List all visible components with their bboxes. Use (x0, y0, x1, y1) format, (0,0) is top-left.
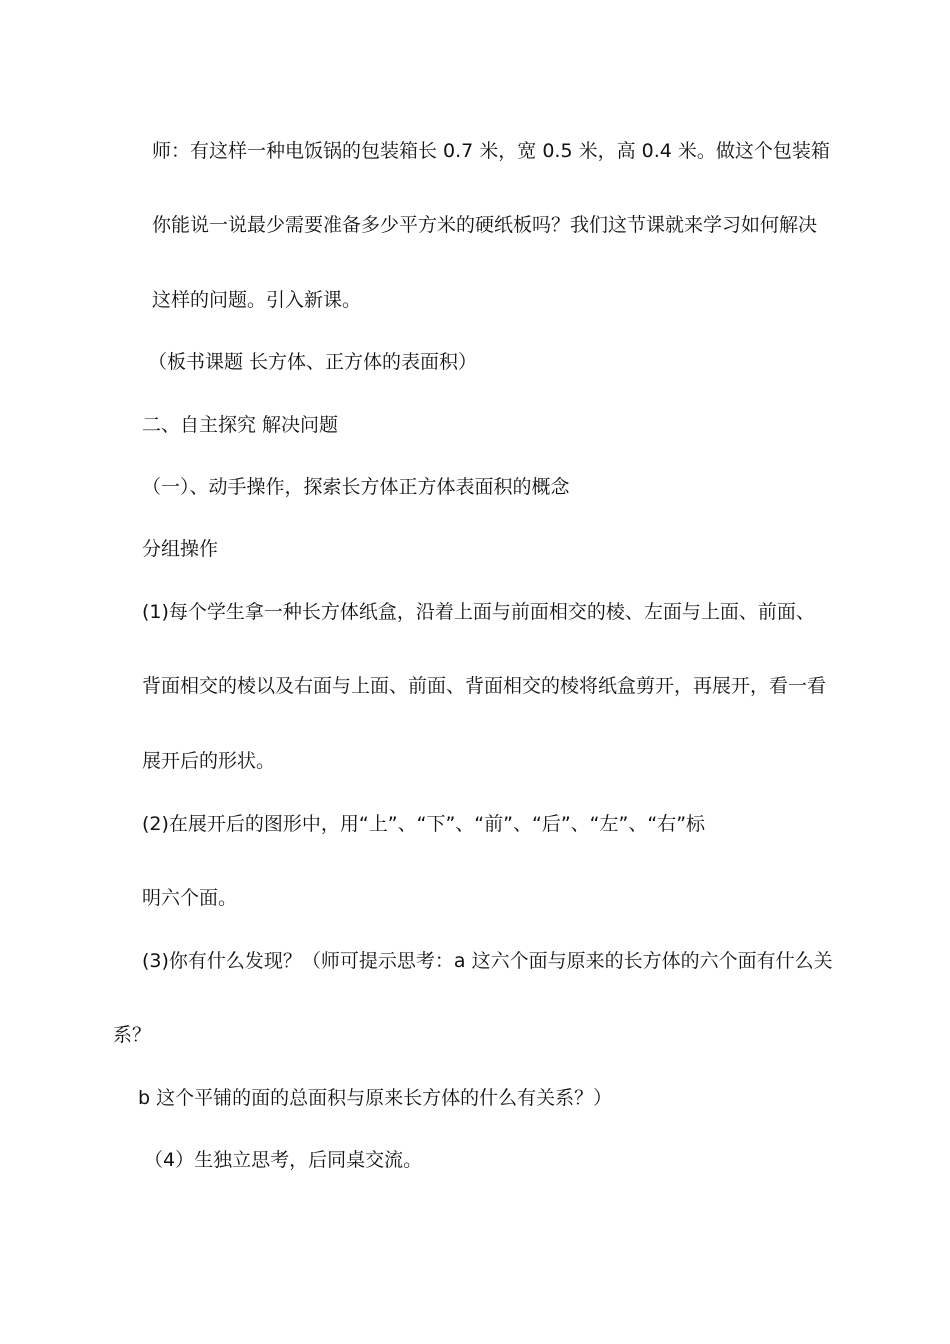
step-3-line-3: b 这个平铺的面的总面积与原来长方体的什么有关系？） (138, 1087, 613, 1109)
paragraph-line-2: 你能说一说最少需要准备多少平方米的硬纸板吗？我们这节课就来学习如何解决 (152, 214, 818, 236)
subsection-heading-1: （一）、动手操作，探索长方体正方体表面积的概念 (142, 476, 570, 498)
step-1-line-3: 展开后的形状。 (142, 750, 276, 772)
step-1-line-2: 背面相交的棱以及右面与上面、前面、背面相交的棱将纸盒剪开，再展开，看一看 (142, 675, 827, 697)
step-1-line-1: (1)每个学生拿一种长方体纸盒，沿着上面与前面相交的棱、左面与上面、前面、 (142, 601, 815, 623)
board-title-line: （板书课题 长方体、正方体的表面积） (148, 351, 478, 373)
paragraph-line-3: 这样的问题。引入新课。 (152, 289, 362, 311)
step-3-line-2: 系？ (113, 1024, 152, 1046)
step-3-line-1: (3)你有什么发现？（师可提示思考：a 这六个面与原来的长方体的六个面有什么关 (142, 950, 833, 972)
group-operation-label: 分组操作 (142, 538, 219, 560)
step-4-line: （4）生独立思考，后同桌交流。 (144, 1149, 423, 1171)
section-heading-2: 二、自主探究 解决问题 (142, 414, 339, 436)
paragraph-line-1: 师：有这样一种电饭锅的包装箱长 0.7 米，宽 0.5 米，高 0.4 米。做这个包装箱 (152, 140, 830, 162)
step-2-line-2: 明六个面。 (142, 887, 238, 909)
step-2-line-1: (2)在展开后的图形中，用“上”、“下”、“前”、“后”、“左”、“右”标 (142, 813, 706, 835)
